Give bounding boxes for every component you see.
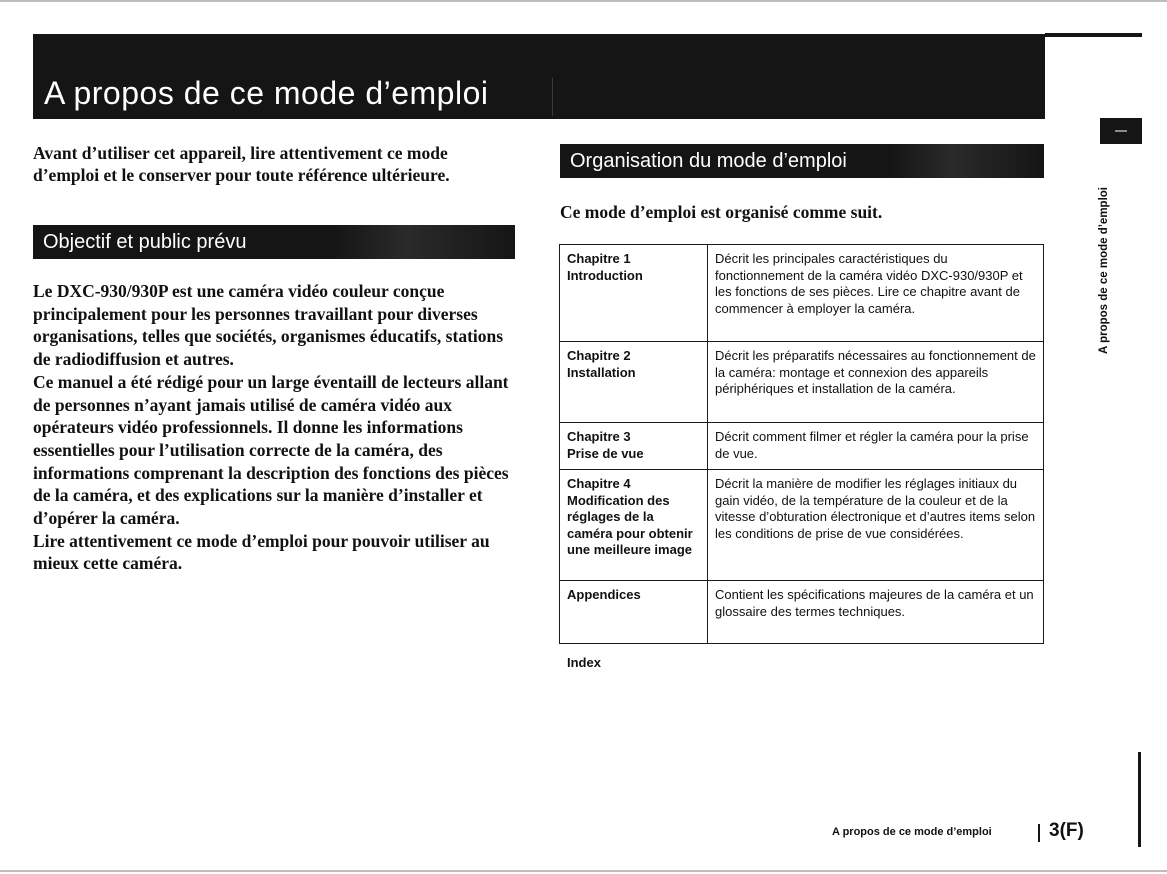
side-running-title: A propos de ce mode d’emploi <box>1098 187 1110 354</box>
objectif-heading: Objectif et public prévu <box>33 225 246 259</box>
footer-running-title: A propos de ce mode d’emploi <box>832 826 992 838</box>
organisation-lead: Ce mode d’emploi est organisé comme suit. <box>560 202 883 222</box>
page-number: 3(F) <box>1049 820 1084 841</box>
title-separator <box>552 78 553 116</box>
bottom-rule <box>0 870 1167 872</box>
chapter-description: Contient les spécifications majeures de la caméra et un glossaire des termes techniques. <box>708 581 1044 644</box>
chapter-description: Décrit comment filmer et régler la caméra pour la prise de vue. <box>708 423 1044 470</box>
organisation-heading: Organisation du mode d’emploi <box>560 144 847 178</box>
table-row <box>560 470 1044 581</box>
heading-bar-texture <box>890 144 1044 178</box>
objectif-paragraph-1: Le DXC-930/930P est une caméra vidéo couleur conçue principalement pour les personnes travaillant pour diverses organisations, telles que sociétés, organismes éducatifs, stations de radiodiffusion et autres. <box>33 281 504 370</box>
objectif-body <box>33 280 523 575</box>
chapter-name: Chapitre 4 Modification des réglages de la caméra pour obtenir une meilleure image <box>560 470 708 581</box>
chapter-description: Décrit les préparatifs nécessaires au fonctionnement de la caméra: montage et connexion des appareils périphériques et installation de la caméra. <box>708 342 1044 423</box>
right-margin-rule <box>1138 752 1141 847</box>
chapter-name: Chapitre 1 Introduction <box>560 245 708 342</box>
objectif-paragraph-2: Ce manuel a été rédigé pour un large éventaill de lecteurs allant de personnes n’ayant jamais utilisé de caméra vidéo aux opérateurs vidéo professionnels. Il donne les informations essentielles pour l’utilisation correcte de la caméra, des informations comprenant la description des fonctions des pièces de la caméra, et des explications sur la manière d’installer et d’opérer la caméra. <box>33 371 509 529</box>
top-rule <box>0 0 1167 2</box>
table-row <box>560 581 1044 644</box>
chapter-description: Décrit les principales caractéristiques du fonctionnement de la caméra vidéo DXC-930/930P et les fonctions de ses pièces. Lire ce chapitre avant de commencer à employer la caméra. <box>708 245 1044 342</box>
table-row <box>560 245 1044 342</box>
heading-bar-texture <box>333 225 515 259</box>
chapter-name: Appendices <box>560 581 708 644</box>
title-banner-extension <box>1045 33 1142 37</box>
chapter-description: Décrit la manière de modifier les réglages initiaux du gain vidéo, de la température de la couleur et de la vitesse d’obturation électronique et d’autres items selon les conditions de prise de vue considérées. <box>708 470 1044 581</box>
footer-separator <box>1038 824 1040 842</box>
index-label: Index <box>567 655 601 670</box>
page-title: A propos de ce mode d’emploi <box>44 75 489 111</box>
organisation-heading-bar <box>560 144 1044 178</box>
chapter-table <box>559 244 1044 644</box>
chapter-tab-mark <box>1115 130 1127 132</box>
objectif-heading-bar <box>33 225 515 259</box>
table-row <box>560 342 1044 423</box>
objectif-paragraph-3: Lire attentivement ce mode d’emploi pour pouvoir utiliser au mieux cette caméra. <box>33 530 490 574</box>
chapter-name: Chapitre 2 Installation <box>560 342 708 423</box>
table-row <box>560 423 1044 470</box>
chapter-name: Chapitre 3 Prise de vue <box>560 423 708 470</box>
intro-paragraph: Avant d’utiliser cet appareil, lire attentivement ce mode d’emploi et le conserver pour toute référence ultérieure. <box>33 143 450 185</box>
